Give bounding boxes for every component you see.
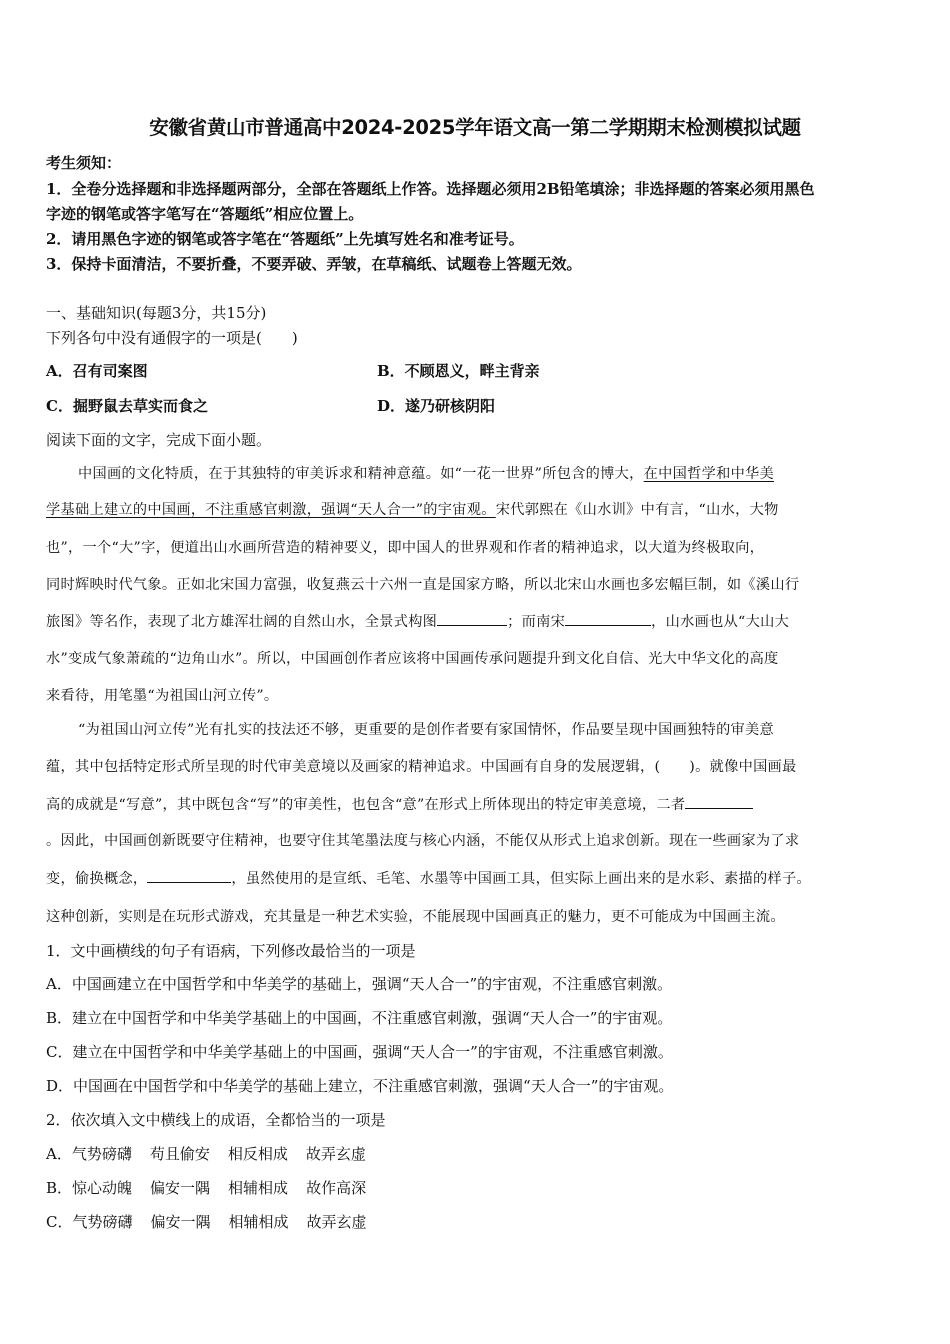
passage-text: 宋代郭熙在《山水训》中有言，“山水，大物 — [495, 502, 779, 518]
passage-line: 来看待，用笔墨“为祖国山河立传”。 — [46, 688, 279, 704]
idiom: 相辅相成 — [228, 1213, 289, 1231]
passage-line: 这种创新，实则是在玩形式游戏，充其量是一种艺术实验，不能展现中国画真正的魅力，更不可能成为中国画主流。 — [46, 909, 785, 925]
idiom: 偏安一隅 — [150, 1213, 211, 1231]
passage-line — [46, 868, 906, 888]
option-b: B．不顾恩义，畔主背亲 — [377, 362, 540, 380]
question-1-option-c: C．建立在中国哲学和中华美学基础上的中国画，强调“天人合一”的宇宙观，不注重感官刺激。 — [46, 1043, 673, 1061]
passage-line — [46, 611, 906, 631]
fill-blank — [565, 613, 651, 626]
fill-blank — [147, 870, 231, 883]
idiom: 故弄玄虚 — [305, 1145, 366, 1163]
fill-blank — [437, 613, 507, 626]
passage-text: ；而南宋 — [507, 614, 566, 630]
passage-text: 旅图》等名作，表现了北方雄浑壮阔的自然山水，全景式构图 — [46, 614, 438, 630]
passage-line: 同时辉映时代气象。正如北宋国力富强，收复燕云十六州一直是国家方略，所以北宋山水画也多宏幅巨制，如《溪山行 — [46, 577, 800, 593]
passage-text: ，山水画也从“大山大 — [651, 614, 790, 630]
idiom: C．气势磅礴 — [46, 1213, 133, 1231]
question-1-stem: 1．文中画横线的句子有语病，下列修改最恰当的一项是 — [46, 942, 416, 960]
fill-blank — [685, 796, 753, 809]
idiom: 故弄玄虚 — [306, 1213, 367, 1231]
passage-line: “为祖国山河立传”光有扎实的技法还不够，更重要的是创作者要有家国情怀，作品要呈现中国画独特的审美意 — [78, 722, 775, 738]
idiom: 偏安一隅 — [150, 1179, 211, 1197]
idiom: A．气势磅礴 — [46, 1145, 132, 1163]
passage-text: 变，偷换概念， — [46, 871, 148, 887]
passage-line — [46, 499, 906, 519]
question-2-option-a — [46, 1143, 366, 1164]
idiom: B．惊心动魄 — [46, 1179, 133, 1197]
question-2-option-c — [46, 1211, 367, 1232]
idiom: 相辅相成 — [228, 1179, 289, 1197]
notice-heading: 考生须知： — [46, 154, 122, 172]
question-1-option-d: D．中国画在中国哲学和中华美学的基础上建立，不注重感官刺激，强调“天人合一”的宇宙观。 — [46, 1077, 674, 1095]
question-2-stem: 2．依次填入文中横线上的成语，全都恰当的一项是 — [46, 1111, 386, 1129]
idiom: 苟且偷安 — [149, 1145, 210, 1163]
passage-line: 也”，一个“大”字，便道出山水画所营造的精神要义，即中国人的世界观和作者的精神追求，以大道为终极取向， — [46, 540, 765, 556]
question-1-option-a: A．中国画建立在中国哲学和中华美学的基础上，强调“天人合一”的宇宙观，不注重感官刺激。 — [46, 975, 673, 993]
underlined-sentence: 在中国哲学和中华美 — [643, 466, 775, 482]
question-1-option-b: B．建立在中国哲学和中华美学基础上的中国画，不注重感官刺激，强调“天人合一”的宇宙观。 — [46, 1009, 673, 1027]
option-d: D．遂乃研核阴阳 — [377, 397, 496, 415]
option-c: C．掘野鼠去草实而食之 — [46, 397, 208, 415]
notice-item: 字迹的钢笔或答字笔写在“答题纸”相应位置上。 — [46, 205, 364, 223]
underlined-sentence: 学基础上建立的中国画，不注重感官刺激，强调“天人合一”的宇宙观。 — [46, 502, 496, 518]
passage-line: 水”变成气象萧疏的“边角山水”。所以，中国画创作者应该将中国画传承问题提升到文化自信、光大中华文化的高度 — [46, 651, 779, 667]
question-stem: 下列各句中没有通假字的一项是( ) — [46, 329, 298, 347]
passage-text: 中国画的文化特质，在于其独特的审美诉求和精神意蕴。如“一花一世界”所包含的博大， — [78, 466, 644, 482]
passage-text: ，虽然使用的是宣纸、毛笔、水墨等中国画工具，但实际上画出来的是水彩、素描的样子。 — [231, 871, 811, 887]
option-a: A．召有司案图 — [46, 362, 148, 380]
idiom: 相反相成 — [227, 1145, 288, 1163]
notice-item: 1．全卷分选择题和非选择题两部分，全部在答题纸上作答。选择题必须用2B铅笔填涂；非选择题的答案必须用黑色 — [46, 180, 815, 198]
passage-line: 蕴，其中包括特定形式所呈现的时代审美意境以及画家的精神追求。中国画有自身的发展逻辑，( )。就像中国画最 — [46, 759, 797, 775]
notice-item: 2．请用黑色字迹的钢笔或答字笔在“答题纸”上先填写姓名和准考证号。 — [46, 230, 524, 248]
passage-line — [46, 794, 906, 814]
exam-title: 安徽省黄山市普通高中2024-2025学年语文高一第二学期期末检测模拟试题 — [149, 116, 801, 139]
passage-line — [78, 463, 906, 483]
reading-intro: 阅读下面的文字，完成下面小题。 — [46, 431, 272, 449]
passage-line: 。因此，中国画创新既要守住精神，也要守住其笔墨法度与核心内涵，不能仅从形式上追求创新。现在一些画家为了求 — [46, 833, 800, 849]
passage-text: 高的成就是“写意”，其中既包含“写”的审美性，也包含“意”在形式上所体现出的特定审美意境，二者 — [46, 797, 686, 813]
notice-item: 3．保持卡面清洁，不要折叠，不要弄破、弄皱，在草稿纸、试题卷上答题无效。 — [46, 255, 582, 273]
section-heading: 一、基础知识(每题3分，共15分) — [46, 304, 267, 322]
question-2-option-b — [46, 1177, 366, 1198]
idiom: 故作高深 — [306, 1179, 367, 1197]
